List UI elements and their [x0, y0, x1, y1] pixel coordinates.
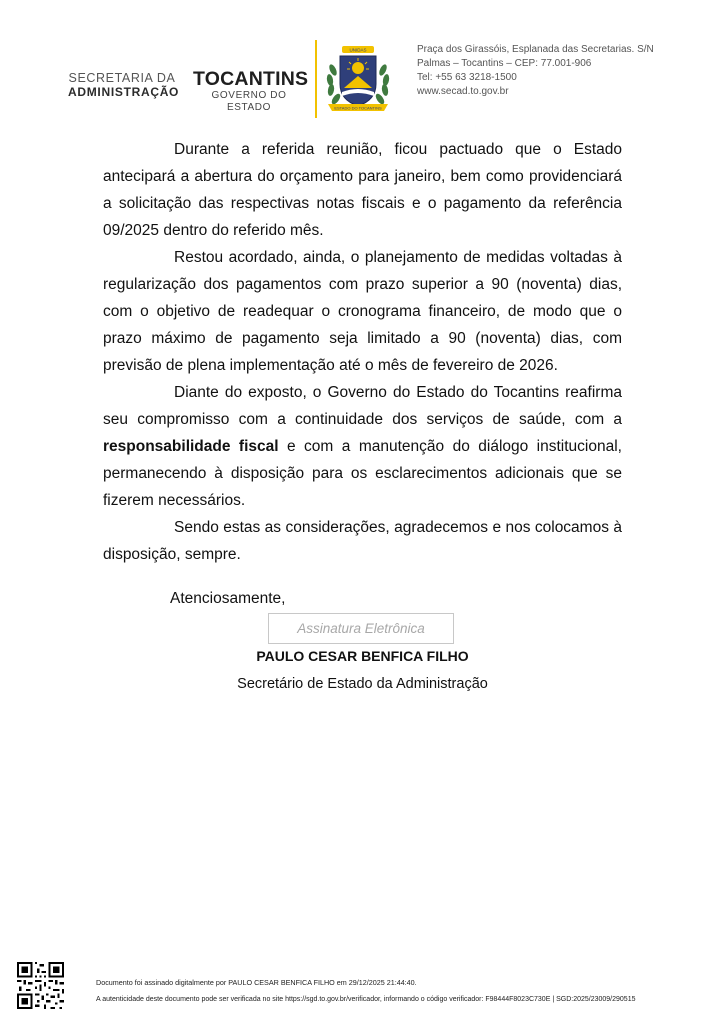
paragraph-2: Restou acordado, ainda, o planejamento de medidas voltadas à regularização dos pagamentos com prazo superior a 90 (noventa) dias, com o objetivo de readequar o cronograma financeiro, de modo que o prazo máximo de pagamento seja limitado a 90 (noventa) dias, com previsão de plena implementação até o mês de fevereiro de 2026.: [103, 249, 622, 374]
paragraph-3-part2: e com a manutenção do diálogo institucional, permanecendo à disposição para os esclarecimentos adicionais que se fizerem necessários.: [103, 438, 622, 509]
signer-name: PAULO CESAR BENFICA FILHO: [256, 648, 469, 664]
electronic-signature-label: Assinatura Eletrônica: [297, 621, 425, 636]
secretaria-logo: [68, 71, 180, 99]
footer-signed-notice: Documento foi assinado digitalmente por PAULO CESAR BENFICA FILHO em 29/12/2025 21:44:40.: [96, 978, 417, 987]
contact-city-cep: Palmas – Tocantins – CEP: 77.001-906: [417, 58, 592, 69]
paragraph-1: Durante a referida reunião, ficou pactuado que o Estado antecipará a abertura do orçamento para janeiro, bem como providenciará a solicitação das respectivas notas fiscais e o pagamento da referência 09/2025 dentro do referido mês.: [103, 141, 622, 239]
tocantins-logo: [193, 68, 309, 114]
contact-phone: Tel: +55 63 3218-1500: [417, 72, 517, 83]
tocantins-title: TOCANTINS: [193, 68, 309, 90]
paragraph-4: Sendo estas as considerações, agradecemos e nos colocamos à disposição, sempre.: [103, 519, 622, 563]
brasao-top-text: UNIDAS: [349, 47, 367, 53]
secretaria-line1: SECRETARIA DA: [68, 71, 176, 85]
contact-block: [417, 43, 654, 99]
paragraph-3-bold: responsabilidade fiscal: [103, 438, 279, 455]
letter-body: [103, 136, 622, 568]
contact-website: www.secad.to.gov.br: [417, 86, 509, 97]
contact-address: Praça dos Girassóis, Esplanada das Secretarias. S/N: [417, 44, 654, 55]
electronic-signature-box: [268, 613, 454, 644]
header-divider: [315, 40, 317, 118]
closing-salutation: Atenciosamente,: [170, 590, 286, 607]
paragraph-3-part1: Diante do exposto, o Governo do Estado do Tocantins reafirma seu compromisso com a continuidade dos serviços de saúde, com a: [103, 384, 622, 428]
coat-of-arms-icon: [322, 40, 394, 118]
secretaria-line2: ADMINISTRAÇÃO: [68, 85, 180, 99]
governo-subtitle: GOVERNO DO ESTADO: [211, 90, 287, 113]
signer-role: Secretário de Estado da Administração: [237, 676, 488, 692]
footer-verification-notice: A autenticidade deste documento pode ser verificada no site https://sgd.to.gov.br/verificador, informando o código verificador: F98444F8023C730E | SGD:2025/23009/290515: [96, 996, 636, 1003]
paragraph-3: [103, 379, 622, 514]
qr-code-icon: [17, 962, 64, 1009]
brasao-ribbon-text: ESTADO DO TOCANTINS: [334, 105, 382, 111]
